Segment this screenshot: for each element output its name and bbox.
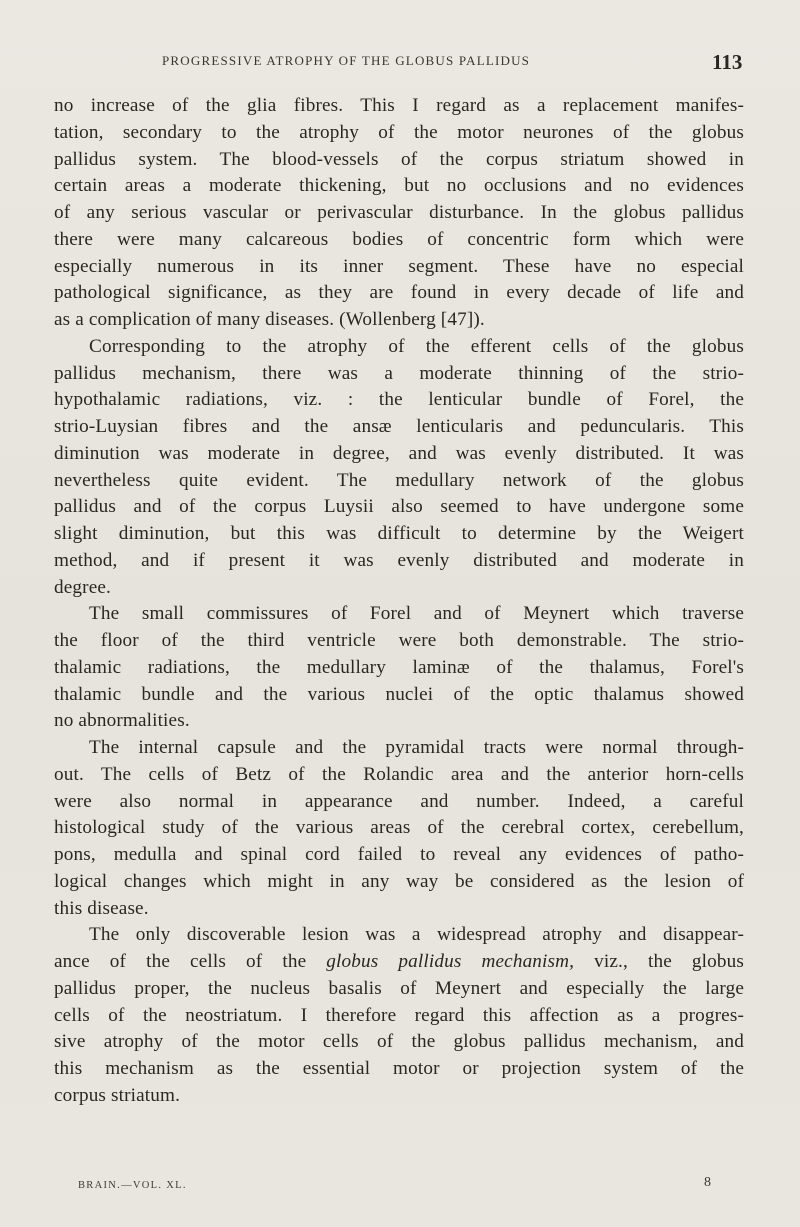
- text-line: degree.: [54, 576, 111, 598]
- running-head: [0, 50, 800, 72]
- paragraph-3: [54, 601, 744, 735]
- text-line: pathological significance, as they are found in every decade of life and: [54, 282, 744, 304]
- text-line: hypothalamic radiations, viz. : the lenticular bundle of Forel, the: [54, 389, 744, 411]
- text-line: pallidus system. The blood-vessels of the corpus striatum showed in: [54, 148, 744, 170]
- text-line: sive atrophy of the motor cells of the globus pallidus mechanism, and: [54, 1031, 744, 1053]
- text-line: histological study of the various areas of the cerebral cortex, cerebellum,: [54, 817, 744, 839]
- text-line-with-italic: [54, 949, 744, 976]
- text-line: pallidus mechanism, there was a moderate thinning of the strio-: [54, 362, 744, 384]
- text-line: certain areas a moderate thickening, but no occlusions and no evidences: [54, 175, 744, 197]
- text-line: no abnormalities.: [54, 710, 190, 732]
- text-line: corpus striatum.: [54, 1084, 181, 1106]
- page-footer: [0, 1172, 800, 1196]
- text-line: method, and if present it was evenly distributed and moderate in: [54, 549, 744, 571]
- text-line: pallidus proper, the nucleus basalis of Meynert and especially the large: [54, 977, 744, 999]
- text-line: The only discoverable lesion was a widespread atrophy and disappear-: [89, 924, 744, 946]
- text-line: The small commissures of Forel and of Meynert which traverse: [89, 603, 744, 625]
- text-line: tation, secondary to the atrophy of the motor neurones of the globus: [54, 121, 744, 143]
- text-segment: viz., the globus: [574, 951, 744, 972]
- text-line: cells of the neostriatum. I therefore regard this affection as a progres-: [54, 1004, 744, 1026]
- text-line: Corresponding to the atrophy of the efferent cells of the globus: [89, 335, 744, 357]
- text-line: thalamic radiations, the medullary laminæ of the thalamus, Forel's: [54, 656, 744, 678]
- page-number: 113: [712, 50, 743, 74]
- paragraph-5: [54, 922, 744, 1109]
- text-line: pons, medulla and spinal cord failed to reveal any evidences of patho-: [54, 844, 744, 865]
- text-line: diminution was moderate in degree, and was evenly distributed. It was: [54, 442, 744, 464]
- paragraph-2: [54, 334, 744, 602]
- italic-phrase: globus pallidus mechanism,: [326, 951, 575, 972]
- text-line: as a complication of many diseases. (Wollenberg [47]).: [54, 309, 485, 330]
- paragraph-4: [54, 735, 744, 922]
- running-title: PROGRESSIVE ATROPHY OF THE GLOBUS PALLIDUS: [162, 53, 531, 68]
- text-line: slight diminution, but this was difficult to determine by the Weigert: [54, 523, 744, 544]
- text-line: The internal capsule and the pyramidal tracts were normal through-: [89, 737, 744, 758]
- text-line: of any serious vascular or perivascular disturbance. In the globus pallidus: [54, 202, 744, 223]
- text-line: the floor of the third ventricle were both demonstrable. The strio-: [54, 630, 744, 651]
- text-line: this disease.: [54, 897, 149, 919]
- text-line: no increase of the glia fibres. This I regard as a replacement manifes-: [54, 95, 744, 116]
- paragraph-1: [54, 93, 744, 334]
- text-segment: ance of the cells of the: [54, 951, 327, 972]
- text-line: there were many calcareous bodies of concentric form which were: [54, 228, 744, 250]
- text-line: strio-Luysian fibres and the ansæ lenticularis and peduncularis. This: [54, 416, 744, 437]
- text-line: this mechanism as the essential motor or projection system of the: [54, 1058, 744, 1079]
- text-line: out. The cells of Betz of the Rolandic area and the anterior horn-cells: [54, 763, 744, 785]
- signature-mark: BRAIN.—VOL. XL.: [78, 1180, 187, 1191]
- gathering-number: 8: [704, 1175, 711, 1190]
- text-line: thalamic bundle and the various nuclei of the optic thalamus showed: [54, 683, 744, 705]
- text-line: were also normal in appearance and number. Indeed, a careful: [54, 790, 744, 812]
- text-line: logical changes which might in any way be considered as the lesion of: [54, 870, 744, 892]
- text-line: pallidus and of the corpus Luysii also seemed to have undergone some: [54, 496, 744, 518]
- text-line: especially numerous in its inner segment. These have no especial: [54, 255, 744, 277]
- text-line: nevertheless quite evident. The medullary network of the globus: [54, 469, 744, 491]
- body-text: [54, 93, 744, 1110]
